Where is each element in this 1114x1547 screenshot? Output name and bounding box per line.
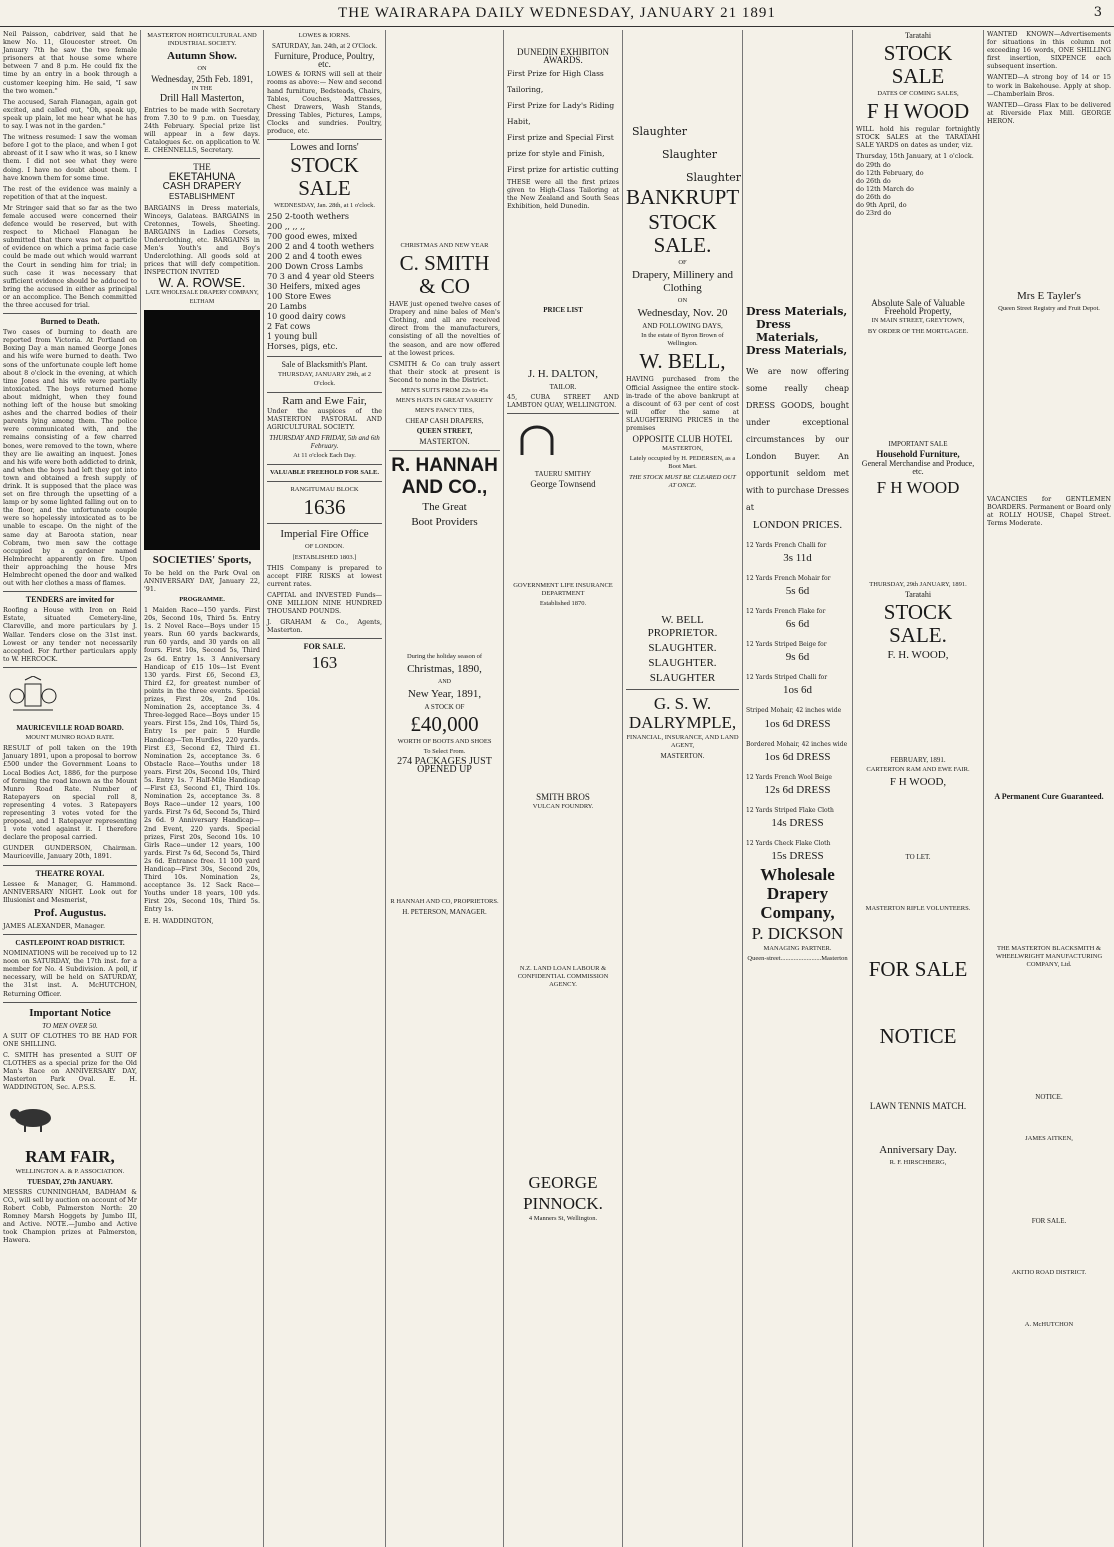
divider bbox=[267, 464, 382, 465]
ad-subheading: WELLINGTON A. & P. ASSOCIATION. bbox=[15, 1167, 125, 1175]
list-item: 10 good dairy cows bbox=[267, 312, 346, 322]
ad-title: Autumn Show. bbox=[167, 50, 237, 63]
stock-list bbox=[267, 212, 382, 352]
ad-date: FEBRUARY, 1891. bbox=[890, 756, 946, 765]
ad-text: AND bbox=[438, 678, 451, 685]
ad-title: BANKRUPT bbox=[626, 185, 740, 209]
ad-text: In the estate of Byron Brown of Wellington. bbox=[641, 332, 724, 348]
ad-proprietor: F H WOOD bbox=[866, 99, 970, 124]
ad-address: OPPOSITE CLUB HOTEL bbox=[632, 434, 733, 445]
newspaper-columns bbox=[0, 30, 1114, 1547]
list-item: do 26th do bbox=[856, 192, 891, 201]
list-item: do 26th do bbox=[856, 176, 891, 185]
ram-icon bbox=[3, 1098, 63, 1138]
column-7 bbox=[742, 30, 852, 1547]
ad-heading: RANGITUMAU BLOCK bbox=[290, 486, 359, 494]
list-item: 250 2-tooth wethers bbox=[267, 212, 349, 222]
list-item: First Prize for High Class Tailoring, bbox=[507, 69, 604, 95]
ad-heading: LOWES & IORNS. bbox=[298, 32, 351, 39]
ad-heading: MAURICEVILLE ROAD BOARD. bbox=[16, 724, 124, 733]
price-label: Striped Mohair, 42 inches wide bbox=[746, 707, 842, 715]
price-list bbox=[746, 542, 849, 863]
news-paragraph: The accused, Sarah Flanagan, again got excited, and called out, "Oh, speak up, speak up plain, let me hear what he has to say. I was not in the garden." bbox=[3, 97, 137, 131]
ad-text: Entries to be made with Secretary from 7.30 to 9 p.m. on Tuesday, 24th February. Special prize list will appear in a few days. Catalogues &c. on application to W. E. CHENNELLS, Secretary. bbox=[144, 105, 260, 155]
ad-heading: SOCIETIES' Sports, bbox=[152, 553, 252, 566]
price-label: 12 Yards Striped Beige for bbox=[746, 641, 827, 649]
ad-date: SATURDAY, Jan. 24th, at 2 O'Clock. bbox=[272, 42, 377, 51]
ad-proprietor: F H WOOD bbox=[876, 477, 960, 497]
ad-signature: R HANNAH AND CO, PROPRIETORS. bbox=[390, 898, 499, 906]
ad-subheading: DATES OF COMING SALES, bbox=[877, 90, 959, 98]
ad-heading: LAWN TENNIS MATCH. bbox=[869, 1100, 967, 1111]
ad-heading: FOR SALE. bbox=[303, 642, 346, 652]
ad-heading: General Merchandise and Produce, etc. bbox=[861, 458, 975, 476]
ad-address: Queen-street.........................Masterton bbox=[747, 955, 848, 963]
ad-text: MESSRS CUNNINGHAM, BADHAM & CO., will sell by auction on account of Mr Robert Cobb, Palmerston North: 20 Romney Marsh Hoggets by Jumbo III, and Active. NOTE.—Jumbo and Active took Champion prizes at Palmerston, Hawera. bbox=[3, 1187, 137, 1245]
list-item: 200 2 and 4 tooth ewes bbox=[267, 252, 362, 262]
ad-subheading: TAILOR. bbox=[549, 382, 577, 391]
ad-address: MASTERTON. bbox=[660, 751, 705, 760]
price-row bbox=[746, 840, 849, 863]
ad-title: George Townsend bbox=[530, 479, 596, 490]
ad-subheading: Boot Providers bbox=[411, 515, 478, 528]
horseshoe-icon bbox=[507, 422, 567, 462]
ad-headline: SLAUGHTER. bbox=[648, 641, 717, 654]
ad-signature: W. BELL PROPRIETOR. bbox=[647, 613, 718, 639]
ad-date: THURSDAY, 29th JANUARY, 1891. bbox=[869, 580, 967, 588]
ad-subheading: FINANCIAL, INSURANCE, AND LAND AGENT, bbox=[626, 733, 739, 749]
list-item: 200 ,, ,, ,, bbox=[267, 222, 306, 232]
ad-proprietor: F. H. WOOD, bbox=[887, 649, 949, 662]
list-item: do 12th February, do bbox=[856, 168, 924, 177]
ad-date: Wednesday, Nov. 20 bbox=[637, 307, 728, 320]
list-item: 1 young bull bbox=[267, 332, 318, 342]
price-label: Bordered Mohair, 42 inches wide bbox=[746, 740, 848, 748]
list-item: Thursday, 15th January, at 1 o'clock. bbox=[856, 152, 974, 161]
ad-list-item: MEN'S FANCY TIES, bbox=[414, 407, 475, 415]
column-3 bbox=[263, 30, 385, 1547]
ad-title: G. S. W. DALRYMPLE, bbox=[628, 693, 737, 732]
news-paragraph: Mr Stringer said that so far as the two female accused were concerned their defence would be reserved, but with respect to Michael Flanagan he submitted that there was not a particle of evidence on which a prima facie case could be made out which would warrant the Court in sending him for trial; in such case it was necessary that sufficient evidence should be adduced to bring the accused in either as principal or an accomplice. The Bench committed the three accused for trial. bbox=[3, 203, 137, 309]
ad-text: Roofing a House with Iron on Reid Estate, situated Cemetery-line, Clareville, and more particulars by J. Wallar. Tenders close on the 31st inst. Lowest or any tender not necessarily accepted. For further particulars apply to W. HERCOCK. bbox=[3, 606, 137, 663]
ad-title: Wholesale Drapery Company, bbox=[760, 864, 835, 922]
list-item: 70 3 and 4 year old Steers bbox=[267, 272, 375, 282]
ad-title: PINNOCK. bbox=[523, 1193, 603, 1213]
ad-address: MASTERTON, bbox=[662, 445, 703, 453]
ad-heading: Taratahi bbox=[904, 590, 932, 600]
divider bbox=[507, 413, 619, 414]
ad-title: STOCK SALE bbox=[883, 41, 953, 89]
ad-heading: CARTERTON RAM AND EWE FAIR. bbox=[866, 766, 970, 774]
divider bbox=[144, 158, 260, 159]
price-row bbox=[746, 674, 849, 697]
ad-title: SMITH BROS bbox=[536, 791, 590, 802]
ad-subheading: IN MAIN STREET, GREYTOWN, bbox=[871, 317, 965, 325]
ad-figure: 1636 bbox=[303, 495, 346, 520]
ad-text: CSMITH & Co can truly assert that their stock at present is Second to none in the District. bbox=[389, 359, 500, 384]
ad-signature: R. F. HIRSCHBERG, bbox=[889, 1158, 947, 1166]
ad-text: WILL hold his regular fortnightly STOCK SALES at the TARATAHI SALE YARDS on dates as under, viz. bbox=[856, 125, 980, 150]
ad-headline: Slaughter bbox=[686, 171, 742, 184]
ad-text: IN THE bbox=[191, 85, 213, 93]
ad-subheading: [ESTABLISHED 1803.] bbox=[292, 553, 357, 561]
divider bbox=[3, 865, 137, 866]
ad-date: Wednesday, 25th Feb. 1891, bbox=[151, 74, 253, 85]
ad-heading: THE MASTERTON BLACKSMITH & WHEELWRIGHT MANUFACTURING COMPANY, Ltd. bbox=[995, 944, 1103, 968]
ad-text: WANTED KNOWN—Advertisements for situations in this column not exceeding 16 words, ONE SHILLING first insertion, SIXPENCE each subsequent insertion. bbox=[987, 30, 1111, 71]
ad-subheading: MANAGING PARTNER. bbox=[763, 944, 832, 952]
list-item: do 29th do bbox=[856, 160, 891, 169]
divider bbox=[267, 523, 382, 524]
ad-address: QUEEN STREET, bbox=[416, 427, 473, 436]
ad-heading: AKITIO ROAD DISTRICT. bbox=[1011, 1269, 1087, 1277]
ad-title: GEORGE bbox=[528, 1172, 598, 1192]
ad-date: WEDNESDAY, Jan. 28th, at 1 o'clock. bbox=[273, 202, 375, 210]
column-6 bbox=[622, 30, 742, 1547]
ad-subheading: The Great bbox=[422, 500, 467, 513]
ad-signature: GUNDER GUNDERSON, Chairman. Mauriceville, January 20th, 1891. bbox=[3, 844, 137, 861]
price-value: 9s 6d bbox=[785, 651, 810, 664]
ad-text: RESULT of poll taken on the 19th January 1891, upon a proposal to borrow £500 under the Government Loans to Local Bodies Act, 1886, for the purpose of forming the road known as the Mount Munro Road Rate. Number of Ratepayers on special roll 8, representing 4 votes. 3 Ratepayers representing 3 votes voted for the proposal, and 1 Ratepayer representing 1 vote voted against it. I therefore declare the proposal carried. bbox=[3, 744, 137, 842]
ad-heading: A Permanent Cure Guaranteed. bbox=[994, 791, 1104, 801]
masthead bbox=[0, 0, 1114, 27]
ad-heading: TENDERS are invited for bbox=[25, 595, 115, 605]
ad-heading: CASH DRAPERY bbox=[162, 181, 242, 193]
ad-text: OF bbox=[678, 259, 687, 266]
ad-figure: £40,000 bbox=[410, 711, 479, 736]
list-item: do 23rd do bbox=[856, 209, 892, 218]
divider bbox=[389, 450, 500, 451]
ad-figure: 163 bbox=[311, 653, 338, 673]
news-paragraph: Two cases of burning to death are reported from Victoria. At Portland on Boxing Day a man named George Jones and his wife were burned to death. Two sons of the unfortunate couple left home about 8 o'clock in the evening, at which time Jones and his wife were partially intoxicated. The boys returned home about midnight, when they found nothing left of the house but smoking ashes and the charred bodies of their parents lying among them. The police were communicated with, and the remains consisting of a few charred bones, were removed to the town, where they are lie awaiting an inquest. Jones and his wife were both addicted to drink, and when the boys had left they got into town and obtained a fresh supply of drink. It is supposed that the place was set on fire through the upsetting of a lamp or by some lighted falling out on to the floor, and the unfortunate couple were so hopelessly intoxicated as to be unable to escape. On the night of the same day at Baroota station, near Cobram, two men saw the cottage occupied by a gardener named Helmbrecht apparently on fire. Upon their approaching the house Mrs Helmbrecht opened the door and walked out with her clothes a mass of flames. bbox=[3, 328, 137, 588]
ad-subheading: Established 1870. bbox=[539, 600, 587, 608]
ad-text: C. SMITH has presented a SUIT OF CLOTHES as a special prize for the Old Man's Race on ANNIVERSARY DAY, Masterton Park Oval. E. H. WADDINGTON, Sec. A.P.S.S. bbox=[3, 1050, 137, 1092]
news-paragraph: Neil Paisson, cabdriver, said that he knew No. 11, Gloucester street. On January 7th he saw the two female prisoners at that house some where between 7 and 8 p.m. He could fix the time by an entry in a book through a customer keeping him. He said, "I saw the two women." bbox=[3, 30, 137, 95]
ad-heading: DUNEDIN EXHIBITON AWARDS. bbox=[516, 47, 610, 66]
ad-subheading: Drapery, Millinery and Clothing bbox=[631, 269, 733, 295]
ad-signature: JAMES AITKEN, bbox=[1025, 1134, 1073, 1142]
ad-date: New Year, 1891, bbox=[407, 687, 482, 700]
list-item: First Prize for Lady's Riding Habit, bbox=[507, 101, 615, 127]
ad-list-item: MEN'S SUITS FROM 22s to 45s bbox=[401, 387, 488, 395]
price-row bbox=[746, 608, 849, 631]
ad-heading: FOR SALE. bbox=[1031, 1217, 1067, 1226]
price-row bbox=[746, 741, 849, 764]
ad-subheading: TO MEN OVER 50. bbox=[42, 1021, 98, 1030]
list-item: 2 Fat cows bbox=[267, 322, 311, 332]
ad-text: WANTED—A strong boy of 14 or 15 to work in Bakehouse. Apply at shop.—Chamberlain Bros. bbox=[987, 73, 1111, 98]
ad-headline: Dress Materials, bbox=[746, 305, 848, 318]
ad-address: 45, CUBA STREET AND LAMBTON QUAY, WELLINGTON. bbox=[507, 392, 619, 409]
ad-text: THE STOCK MUST BE CLEARED OUT AT ONCE. bbox=[629, 473, 736, 489]
ad-heading: MASTERTON RIFLE VOLUNTEERS. bbox=[865, 905, 971, 913]
ad-headline: Dress Materials, bbox=[756, 318, 819, 344]
ad-address: MASTERTON. bbox=[419, 436, 470, 446]
ad-title: C. SMITH & CO bbox=[399, 251, 490, 299]
ad-subheading: VULCAN FOUNDRY. bbox=[532, 802, 594, 810]
ad-text: HAVING purchased from the Official Assignee the entire stock-in-trade of the above bankrupt at a discount of 63 per cent of cost will offer the same at SLAUGHTERING PRICES in the premises bbox=[626, 375, 739, 433]
ad-feature: Prof. Augustus. bbox=[33, 906, 107, 919]
sale-schedule bbox=[856, 152, 980, 217]
list-item: 100 Store Ewes bbox=[267, 292, 331, 302]
ad-subheading: BY ORDER OF THE MORTGAGEE. bbox=[867, 327, 969, 335]
ad-subheading: MOUNT MUNRO ROAD RATE. bbox=[25, 734, 115, 742]
divider bbox=[3, 313, 137, 314]
ad-title: STOCK SALE. bbox=[648, 210, 717, 257]
price-row bbox=[746, 641, 849, 664]
price-label: 12 Yards French Mohair for bbox=[746, 575, 831, 583]
list-item: 20 Lambs bbox=[267, 302, 307, 312]
ad-text: A SUIT OF CLOTHES TO BE HAD FOR ONE SHILLING. bbox=[3, 1031, 137, 1048]
ad-title: Furniture, Produce, Poultry, etc. bbox=[274, 51, 375, 70]
ad-text: THESE were all the first prizes given to High-Class Tailoring at the New Zealand and South Seas Exhibition, held Dunedin. bbox=[507, 178, 619, 211]
ad-address: 4 Manners St, Wellington. bbox=[528, 1214, 598, 1222]
list-item: First prize and Special First prize for style and Finish, bbox=[507, 133, 614, 159]
ad-heading: CASTLEPOINT ROAD DISTRICT. bbox=[15, 939, 125, 947]
ad-heading: VALUABLE FREEHOLD FOR SALE. bbox=[270, 469, 379, 477]
ad-signature: H. PETERSON, MANAGER. bbox=[402, 908, 487, 917]
ad-heading: THE bbox=[193, 162, 211, 173]
newspaper-title: THE WAIRARAPA DAILY WEDNESDAY, JANUARY 21 1891 bbox=[338, 5, 776, 21]
award-list bbox=[507, 66, 619, 178]
price-label: 12 Yards Striped Challi for bbox=[746, 674, 828, 682]
list-item: do 12th March do bbox=[856, 184, 914, 193]
ad-headline: SLAUGHTER bbox=[649, 671, 716, 684]
ad-heading: NOTICE. bbox=[1035, 1092, 1063, 1101]
ad-date: THURSDAY, JANUARY 29th, at 2 O'clock. bbox=[278, 371, 371, 387]
ad-headline: Slaughter bbox=[632, 125, 688, 138]
price-value: 15s DRESS bbox=[771, 849, 824, 862]
ad-signature: A. McHUTCHON bbox=[1024, 1321, 1074, 1329]
price-label: 12 Yards French Wool Beige bbox=[746, 773, 832, 781]
list-item: 700 good ewes, mixed bbox=[267, 232, 358, 242]
ad-headline: Dress Materials, bbox=[746, 344, 848, 357]
price-row bbox=[746, 542, 849, 565]
ad-venue: Drill Hall Masterton, bbox=[159, 93, 245, 105]
price-label: 12 Yards French Challi for bbox=[746, 542, 827, 549]
ad-signature: E. H. WADDINGTON, bbox=[144, 916, 214, 925]
ad-text: WORTH OF BOOTS AND SHOES bbox=[397, 737, 492, 745]
ad-title: LONDON PRICES. bbox=[752, 519, 843, 531]
price-value: 5s 6d bbox=[785, 585, 810, 598]
price-value: 1os 6d bbox=[782, 684, 813, 697]
ad-headline: Slaughter bbox=[662, 148, 718, 161]
ad-title: R. HANNAH AND CO., bbox=[391, 454, 498, 498]
ad-heading: Household Furniture, bbox=[876, 448, 960, 459]
column-8 bbox=[852, 30, 983, 1547]
ad-text: HAVE just opened twelve cases of Drapery and nine bales of Men's Clothing, and all are received direct from the manufacturers, consisting of all the novelties of the season, and are now offered at the lowest prices. bbox=[389, 300, 500, 357]
ad-heading: Mrs E Tayler's bbox=[1017, 290, 1081, 303]
ad-heading: CHRISTMAS AND NEW YEAR bbox=[400, 242, 489, 249]
ad-signature: JAMES ALEXANDER, Manager. bbox=[3, 921, 106, 930]
ad-text: CHEAP CASH DRAPERS, bbox=[405, 417, 484, 426]
list-item: 30 Heifers, mixed ages bbox=[267, 282, 361, 292]
divider bbox=[3, 667, 137, 668]
ad-heading: Taratahi bbox=[904, 31, 932, 40]
ad-heading: Absolute Sale of Valuable Freehold Property, bbox=[871, 298, 965, 317]
ad-subheading: LATE WHOLESALE DRAPERY COMPANY, ELTHAM bbox=[145, 290, 259, 305]
price-value: 1os 6d DRESS bbox=[764, 750, 831, 763]
divider bbox=[3, 1002, 137, 1003]
price-value: 14s DRESS bbox=[771, 816, 824, 829]
ad-date: THURSDAY AND FRIDAY, 5th and 6th February. bbox=[269, 433, 380, 451]
ad-subheading: PROGRAMME. bbox=[179, 595, 225, 603]
ad-title: FOR SALE bbox=[868, 956, 968, 981]
ad-title: STOCK SALE. bbox=[883, 600, 953, 648]
price-value: 1os 6d DRESS bbox=[764, 717, 831, 730]
divider bbox=[267, 481, 382, 482]
ad-heading: Important Notice bbox=[29, 1006, 111, 1019]
ad-text: Lessee & Manager, G. Hammond. ANNIVERSARY NIGHT. Look out for Illusionist and Mesmerist, bbox=[3, 879, 137, 904]
coat-of-arms-icon bbox=[3, 676, 63, 716]
price-value: 12s 6d DRESS bbox=[764, 783, 831, 796]
ad-date: Christmas, 1890, bbox=[407, 662, 482, 675]
ad-headline: SLAUGHTER. bbox=[648, 656, 717, 669]
news-paragraph: The rest of the evidence was mainly a repetition of that at the inquest. bbox=[3, 184, 137, 201]
price-label: 12 Yards Striped Flake Cloth bbox=[746, 806, 834, 814]
ad-heading: Anniversary Day. bbox=[879, 1143, 957, 1156]
ad-date: TUESDAY, 27th JANUARY. bbox=[27, 1177, 113, 1186]
ad-heading: IMPORTANT SALE bbox=[888, 439, 948, 448]
ad-heading: THEATRE ROYAL bbox=[35, 868, 105, 878]
ad-text: ON bbox=[677, 297, 688, 305]
column-2 bbox=[140, 30, 263, 1547]
ad-heading: Ram and Ewe Fair, bbox=[282, 394, 367, 407]
ad-text: NOMINATIONS will be received up to 12 noon on SATURDAY, the 17th inst. for a member for No. 4 Subdivision. A poll, if necessary, will be held on SATURDAY, the 31st inst. A. McHUTCHON, Returning Officer. bbox=[3, 949, 137, 998]
column-4 bbox=[385, 30, 503, 1547]
price-row bbox=[746, 575, 849, 598]
ad-text: 274 PACKAGES JUST OPENED UP bbox=[397, 756, 492, 776]
ad-text: LOWES & IORNS will sell at their rooms as above:— New and second hand furniture, Bedsteads, Chairs, Tables, Couches, Mattresses, Chest Drawers, Wash Stands, Dressing Tables, Pictures, Lamps, Clocks and sundries. Poultry, produce, etc. bbox=[267, 70, 382, 136]
price-label: 12 Yards Check Flake Cloth bbox=[746, 839, 831, 847]
ad-heading: RAM FAIR, bbox=[25, 1146, 115, 1166]
ad-text: To Select From. bbox=[423, 747, 466, 755]
ad-text: At 11 o'clock Each Day. bbox=[293, 452, 356, 460]
news-paragraph: The witness resumed: I saw the woman before I got to the place, and when I got abreast of it I saw who it was, so I knew them. I did not see what they were doing. I have no doubt about them. I have known them for some time. bbox=[3, 133, 137, 182]
list-item: First prize for artistic cutting bbox=[507, 165, 619, 175]
ad-proprietor: F H WOOD, bbox=[889, 776, 947, 789]
ad-text: 1 Maiden Race—150 yards. First 20s, Second 10s, Third 5s. Entry 1s. 2 Novel Race—Boys under 15 years. Run 60 yards backwards, run 60 yards, and 30 yards on all fours. First 10s, Second 5s, Third 2s 6d. Entry 1s. 3 Anniversary Handicap of £15 10s—1st Event 130 yards. First £6, Second £3, Third £2, for greatest number of points in the three events. Special prizes, First 20s, 2nd 10s. Nomination 2s, acceptance 3s. 4 Three-legged Race—Boys under 15 years. First 15s, 2nd 10s, Third 5s, Entry 1s per pair. 5 Hurdle Handicap—Ten Hurdles, 220 yards. First £3, Second £2, Third £1. Nomination 2s, acceptance 3s. 6 Obstacle Race—Youths under 18 years. First 20s, Second 10s, Third 5s. Entry 1s. 7 Half-Mile Handicap—First £3, Second £1, Third 10s. Nomination 2s, acceptance 3s. 8 Boys Race—under 12 years, 100 yards. First 7s 6d, Second 5s, Third 2s 6d. 9 Anniversary Handicap—2nd Event, 220 yards. Special prizes, First 20s, Second 10s. 10 Girls Race—under 12 years, 100 yards. First 7s 6d, Second 5s, Third 2s 6d. Entrance free. 11 100 yard Handicap—First 30s, Second 20s, Third 10s. Nomination 2s, acceptance 3s. 12 Sack Race—Youths under 18 years, 100 yds. First 20s, Second 10s, Third 5s. Entry 1s. bbox=[144, 606, 260, 914]
ad-proprietor: W. BELL, bbox=[639, 349, 726, 374]
ad-text: THIS Company is prepared to accept FIRE RISKS at lowest current rates. bbox=[267, 563, 382, 588]
list-item: Horses, pigs, etc. bbox=[267, 342, 338, 352]
ad-heading: MASTERTON HORTICULTURAL AND INDUSTRIAL SOCIETY. bbox=[147, 32, 257, 48]
redacted-block bbox=[144, 310, 260, 550]
divider bbox=[3, 934, 137, 935]
price-value: 3s 11d bbox=[783, 552, 812, 565]
price-row bbox=[746, 707, 849, 730]
ad-subheading: OF LONDON. bbox=[305, 543, 344, 551]
ad-text: WANTED—Grass Flax to be delivered at Riverside Flax Mill. GEORGE HERON. bbox=[987, 100, 1111, 125]
ad-heading: Lowes and Iorns' bbox=[290, 142, 359, 154]
page-number: 3 bbox=[1093, 5, 1102, 20]
ad-title: NOTICE bbox=[879, 1023, 957, 1048]
ad-proprietor: W. A. ROWSE. bbox=[158, 275, 246, 291]
ad-text: AND FOLLOWING DAYS, bbox=[642, 322, 723, 331]
divider bbox=[267, 139, 382, 140]
ad-proprietor: P. DICKSON bbox=[751, 923, 844, 943]
ad-heading: EKETAHUNA bbox=[168, 171, 236, 184]
divider bbox=[267, 356, 382, 357]
divider bbox=[267, 392, 382, 393]
ad-text: VACANCIES for GENTLEMEN BOARDERS. Permanent or Board only at ROLLY HOUSE, Chapel Street. Terms Moderate. bbox=[987, 495, 1111, 528]
ad-text: Under the auspices of the MASTERTON PASTORAL AND AGRICULTURAL SOCIETY. bbox=[267, 406, 382, 431]
divider bbox=[626, 689, 739, 690]
ad-heading: GOVERNMENT LIFE INSURANCE DEPARTMENT bbox=[513, 582, 613, 598]
ad-subheading: Queen Street Registry and Fruit Depot. bbox=[998, 305, 1100, 313]
divider bbox=[3, 591, 137, 592]
ad-heading: PRICE LIST bbox=[543, 305, 583, 314]
divider bbox=[267, 638, 382, 639]
price-value: 6s 6d bbox=[785, 618, 810, 631]
ad-heading: TAUERU SMITHY bbox=[534, 470, 592, 479]
ad-text: We are now offering some really cheap DRESS GOODS, bought under exceptional circumstances by our London Buyer. An opportunit seldom met with to purchase Dresses at bbox=[746, 367, 849, 512]
ad-text: During the holiday season of bbox=[406, 652, 483, 660]
ad-heading: Imperial Fire Office bbox=[280, 528, 369, 541]
list-item: do 9th April, do bbox=[856, 201, 907, 210]
column-1 bbox=[0, 30, 140, 1547]
article-heading: Burned to Death. bbox=[40, 317, 100, 327]
list-item: 200 Down Cross Lambs bbox=[267, 262, 363, 272]
price-row bbox=[746, 774, 849, 797]
ad-heading: ESTABLISHMENT bbox=[168, 192, 236, 202]
ad-title: J. H. DALTON, bbox=[528, 367, 598, 380]
ad-subheading: To be held on the Park Oval on ANNIVERSARY DAY, January 22, '91. bbox=[144, 568, 260, 593]
price-label: 12 Yards French Flake for bbox=[746, 608, 826, 616]
ad-title: STOCK SALE bbox=[290, 153, 359, 201]
list-item: 200 2 and 4 tooth wethers bbox=[267, 242, 375, 252]
column-9 bbox=[983, 30, 1114, 1547]
ad-text: BARGAINS in Dress materials, Winceys, Galateas. BARGAINS in Cretonnes, Towels, Sheeting. BARGAINS in Ladies Corsets, Underclothing, etc. BARGAINS in Men's Youth's and Boy's Underclothing. All goods sold at prices that will defy competition. INSPECTION INVITED bbox=[144, 203, 260, 277]
ad-heading: Sale of Blacksmith's Plant. bbox=[281, 360, 368, 370]
ad-heading: TO LET. bbox=[905, 853, 931, 862]
ad-text: ON bbox=[197, 65, 207, 73]
ad-text: CAPITAL and INVESTED Funds— ONE MILLION NINE HUNDRED THOUSAND POUNDS. bbox=[267, 590, 382, 616]
ad-list-item: MEN'S HATS IN GREAT VARIETY bbox=[395, 397, 494, 405]
price-row bbox=[746, 807, 849, 830]
ad-heading: N.Z. LAND LOAN LABOUR & CONFIDENTIAL COMMISSION AGENCY. bbox=[517, 964, 609, 988]
ad-signature: J. GRAHAM & Co., Agents, Masterton. bbox=[267, 618, 382, 635]
ad-text: Lately occupied by H. PEDERSEN, as a Boot Mart. bbox=[629, 455, 736, 471]
column-5 bbox=[503, 30, 622, 1547]
ad-text: A STOCK OF bbox=[424, 702, 465, 711]
